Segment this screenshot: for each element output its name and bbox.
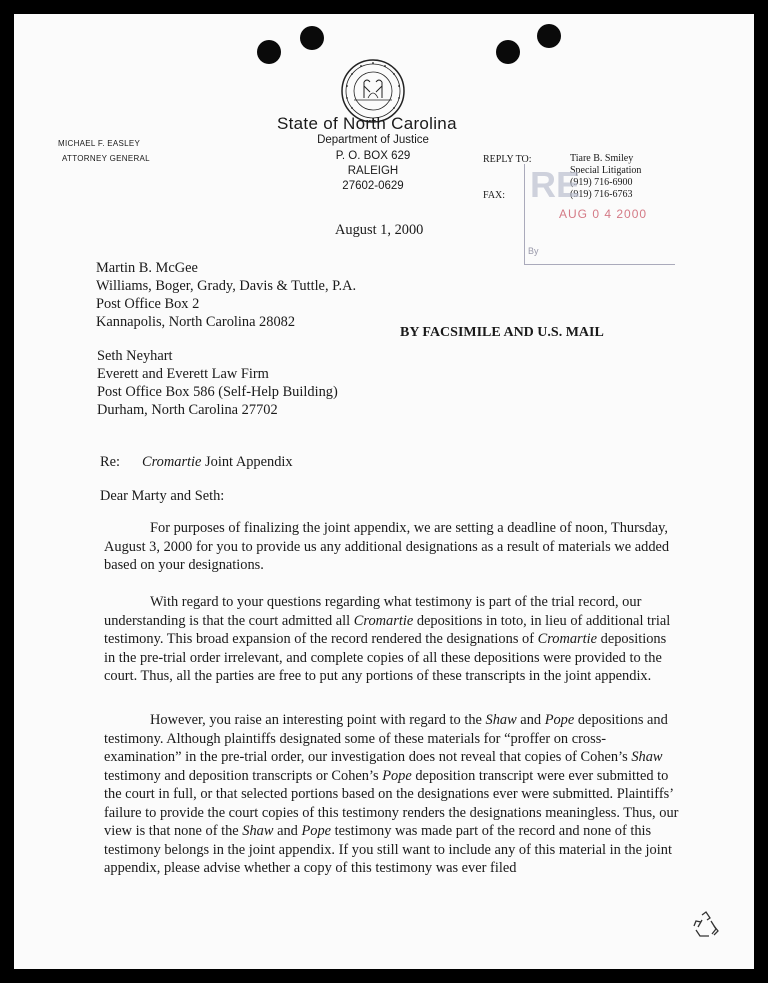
received-stamp-date: AUG 0 4 2000	[559, 207, 648, 221]
recipient2-firm: Everett and Everett Law Firm	[97, 366, 269, 382]
text-run-italic: Shaw	[242, 823, 274, 839]
paragraph-2	[104, 593, 679, 686]
text-run: testimony was made part of the record and none of this testimony belongs in the joint appendix. If you still want to include any of this material in the joint appendix, please advise whether a copy of this testimony was ever filed	[104, 823, 672, 876]
text-run-italic: Shaw	[485, 712, 517, 728]
recipient1-address1: Post Office Box 2	[96, 296, 200, 312]
text-run-italic: Cromartie	[537, 631, 598, 647]
text-run: and	[273, 823, 302, 839]
letter-date: August 1, 2000	[335, 222, 424, 238]
paragraph-3-text	[104, 711, 679, 878]
punch-hole	[537, 24, 561, 48]
text-run: depositions in the pre-trial order irrelevant, and complete copies of all these depositions were provided to the court. Thus, all the parties are free to put any portions of these transcripts in the joint appendix.	[104, 631, 667, 684]
recipient2-address1: Post Office Box 586 (Self-Help Building)	[97, 384, 338, 400]
text-run-italic: Pope	[301, 823, 332, 839]
paragraph-1-text: For purposes of finalizing the joint appendix, we are setting a deadline of noon, Thursday, August 3, 2000 for you to provide us any additional designations as a result of materials we added based on your designations.	[104, 520, 670, 573]
reply-fax: (919) 716-6763	[570, 189, 633, 200]
fax-label: FAX:	[483, 190, 506, 201]
text-run: and	[516, 712, 545, 728]
text-run: With regard to your questions regarding what testimony is part of the trial record, our understanding is that the court admitted all	[104, 594, 642, 629]
text-run-italic: Pope	[544, 712, 575, 728]
received-stamp-by: By	[528, 246, 539, 256]
text-run-italic: Cromartie	[353, 612, 414, 629]
paragraph-3	[104, 711, 679, 878]
text-run: testimony and deposition transcripts or Cohen’s	[104, 767, 383, 784]
text-run-italic: Shaw	[631, 749, 663, 765]
text-run: However, you raise an interesting point with regard to the	[150, 712, 486, 728]
re-subject	[142, 453, 293, 471]
paragraph-2-text	[104, 593, 679, 686]
text-run: deposition transcript were ever submitted to the court in full, or that selected portions based on the designations ever were submitted. Plaintiffs’ failure to provide the court copies of this testimony renders the designations meaningless. Thus, our view is that none of the	[104, 767, 679, 839]
letterhead-state: State of North Carolina	[277, 114, 457, 133]
letterhead-department: Department of Justice	[317, 134, 429, 146]
text-run: depositions in toto, in lieu of additional trial testimony. This broad expansion of the record rendered the designations of	[104, 612, 671, 647]
punch-hole	[300, 26, 324, 50]
attorney-name: MICHAEL F. EASLEY	[58, 139, 141, 148]
re-subject-text: Joint Appendix	[201, 454, 293, 470]
received-stamp-mark: RE	[530, 164, 581, 205]
reply-name: Tiare B. Smiley	[570, 153, 634, 164]
letterhead-address-2: RALEIGH	[347, 165, 399, 177]
letter-page	[14, 14, 754, 969]
recipient2-address2: Durham, North Carolina 27702	[97, 402, 278, 418]
letterhead-address-1: P. O. BOX 629	[335, 150, 411, 162]
attorney-title: ATTORNEY GENERAL	[62, 154, 150, 163]
recipient1-address2: Kannapolis, North Carolina 28082	[96, 314, 296, 330]
punch-hole	[257, 40, 281, 64]
paragraph-1	[104, 519, 679, 575]
text-run-italic: Pope	[382, 767, 412, 784]
text-run: depositions and testimony. Although plaintiffs designated some of these materials for “proffer on cross-examination” in the pre-trial order, our investigation does not reveal that copies of Cohen’s	[104, 712, 668, 765]
delivery-method: BY FACSIMILE AND U.S. MAIL	[400, 325, 604, 340]
re-case-name: Cromartie	[142, 454, 202, 470]
punch-hole	[496, 40, 520, 64]
re-label: Re:	[100, 454, 120, 470]
letterhead-address-3: 27602-0629	[342, 180, 404, 192]
reply-to-label: REPLY TO:	[483, 154, 532, 165]
reply-phone: (919) 716-6900	[570, 177, 633, 188]
recipient1-firm: Williams, Boger, Grady, Davis & Tuttle, P.A.	[96, 278, 357, 294]
salutation: Dear Marty and Seth:	[100, 488, 225, 504]
recipient2-name: Seth Neyhart	[97, 348, 173, 364]
reply-unit: Special Litigation	[570, 165, 642, 176]
recipient1-name: Martin B. McGee	[96, 260, 198, 276]
recycle-icon	[690, 909, 722, 941]
